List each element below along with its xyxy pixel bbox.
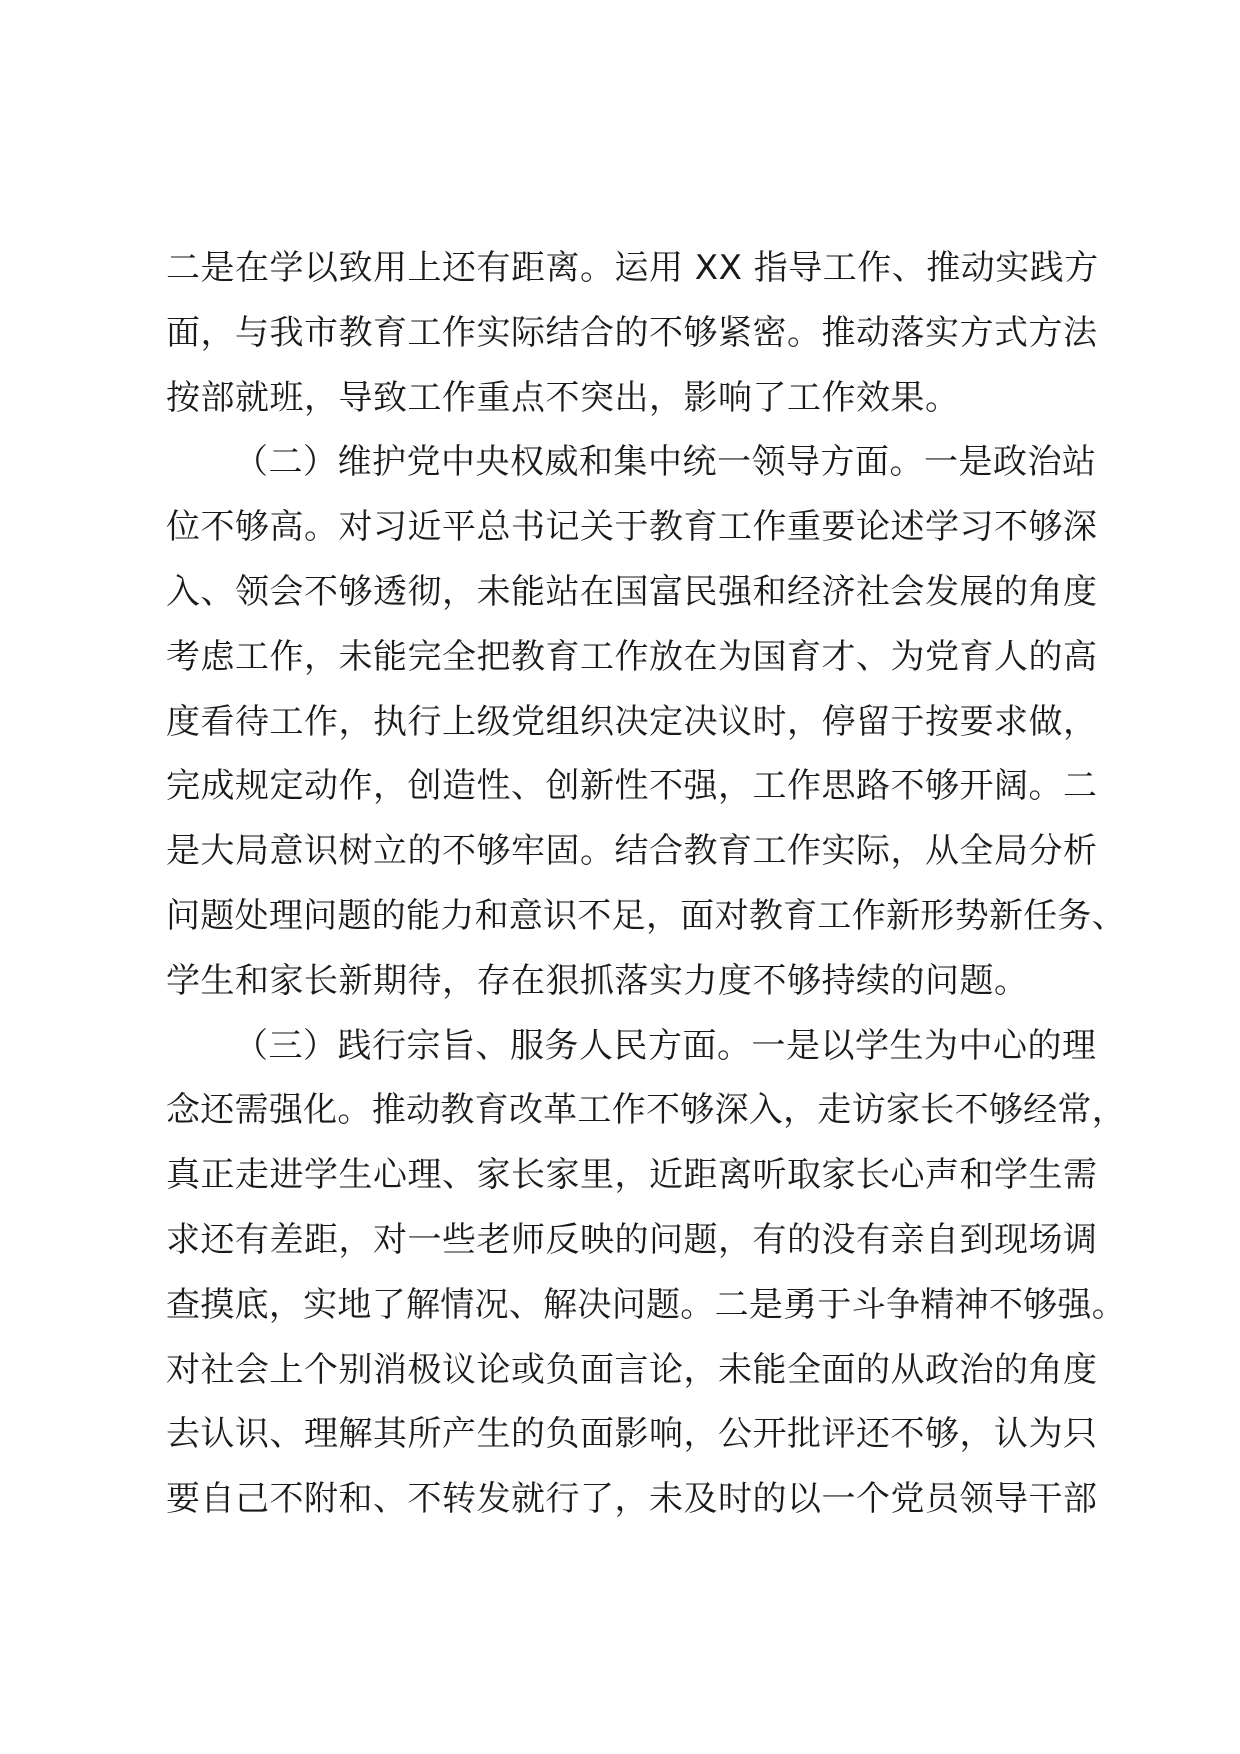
- text-line: （三）践行宗旨、服务人民方面。一是以学生为中心的理: [234, 1025, 1097, 1066]
- text-line: 问题处理问题的能力和意识不足，面对教育工作新形势新任务、: [166, 895, 1126, 936]
- text-line: 真正走进学生心理、家长家里，近距离听取家长心声和学生需: [166, 1155, 1098, 1196]
- text-line: 考虑工作，未能完全把教育工作放在为国育才、为党育人的高: [166, 636, 1098, 677]
- body-text: [166, 236, 1126, 1532]
- text-line: 念还需强化。推动教育改革工作不够深入，走访家长不够经常，: [166, 1090, 1126, 1131]
- text-line: 入、领会不够透彻，未能站在国富民强和经济社会发展的角度: [166, 571, 1098, 612]
- text-line: 要自己不附和、不转发就行了，未及时的以一个党员领导干部: [166, 1479, 1098, 1520]
- text-line: 对社会上个别消极议论或负面言论，未能全面的从政治的角度: [166, 1349, 1098, 1390]
- text-line: 查摸底，实地了解情况、解决问题。二是勇于斗争精神不够强。: [166, 1284, 1126, 1325]
- text-line: 度看待工作，执行上级党组织决定决议时，停留于按要求做，: [166, 701, 1098, 742]
- text-line: 面，与我市教育工作实际结合的不够紧密。推动落实方式方法: [166, 312, 1098, 353]
- text-line: 是大局意识树立的不够牢固。结合教育工作实际，从全局分析: [166, 831, 1098, 872]
- text-line: 完成规定动作，创造性、创新性不强，工作思路不够开阔。二: [166, 766, 1098, 807]
- text-line: 按部就班，导致工作重点不突出，影响了工作效果。: [166, 377, 960, 418]
- text-line: 求还有差距，对一些老师反映的问题，有的没有亲自到现场调: [166, 1219, 1098, 1260]
- text-line: 去认识、理解其所产生的负面影响，公开批评还不够，认为只: [166, 1414, 1098, 1455]
- text-line: 二是在学以致用上还有距离。运用 XX 指导工作、推动实践方: [166, 248, 1099, 288]
- text-line: 学生和家长新期待，存在狠抓落实力度不够持续的问题。: [166, 960, 1029, 1001]
- text-line: （二）维护党中央权威和集中统一领导方面。一是政治站: [234, 442, 1097, 483]
- text-line: 位不够高。对习近平总书记关于教育工作重要论述学习不够深: [166, 507, 1098, 548]
